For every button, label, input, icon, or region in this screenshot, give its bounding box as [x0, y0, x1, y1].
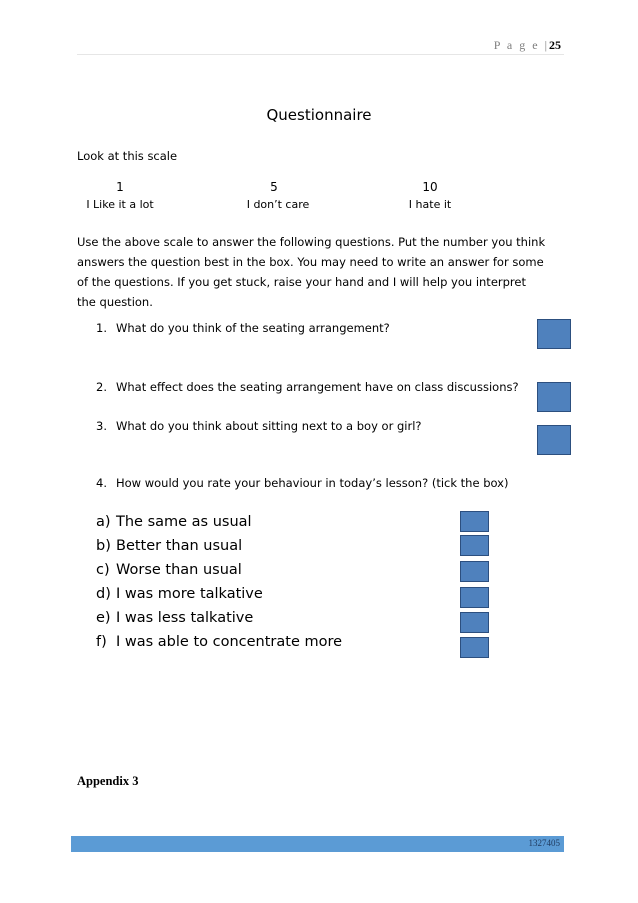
question-number: 2. [96, 380, 107, 394]
question-text: What do you think about sitting next to a boy or girl? [116, 419, 422, 433]
scale-label-like: I Like it a lot [86, 198, 154, 211]
option-f [96, 634, 342, 650]
answer-box-2[interactable] [537, 382, 571, 412]
tick-box-d[interactable] [460, 587, 489, 608]
option-b [96, 538, 242, 554]
option-e [96, 610, 253, 626]
footer-bar [71, 836, 564, 852]
footer-student-id: 1327405 [528, 838, 560, 848]
instructions-line: the question. [77, 295, 153, 309]
tick-box-e[interactable] [460, 612, 489, 633]
option-letter: c) [96, 562, 110, 578]
option-letter: d) [96, 586, 111, 602]
scale-number-5: 5 [270, 180, 278, 194]
question-text: What do you think of the seating arrangement? [116, 321, 390, 335]
question-1 [96, 321, 390, 335]
option-letter: e) [96, 610, 111, 626]
scale-number-1: 1 [116, 180, 124, 194]
scale-intro: Look at this scale [77, 149, 178, 163]
question-3 [96, 419, 422, 433]
option-text: The same as usual [116, 514, 252, 530]
tick-box-b[interactable] [460, 535, 489, 556]
instructions-line: Use the above scale to answer the following questions. Put the number you think [77, 235, 546, 249]
answer-box-3[interactable] [537, 425, 571, 455]
question-text: What effect does the seating arrangement have on class discussions? [116, 380, 519, 394]
scale-number-10: 10 [422, 180, 438, 194]
question-number: 1. [96, 321, 107, 335]
tick-box-f[interactable] [460, 637, 489, 658]
appendix-heading: Appendix 3 [77, 774, 139, 788]
page-number: 25 [549, 38, 561, 52]
page-separator: | [544, 38, 549, 52]
question-text: How would you rate your behaviour in today’s lesson? (tick the box) [116, 476, 509, 490]
page-number-label [494, 38, 561, 53]
option-letter: a) [96, 514, 111, 530]
instructions-line: answers the question best in the box. You may need to write an answer for some [77, 255, 544, 269]
option-c [96, 562, 242, 578]
page-header [0, 0, 638, 60]
option-text: Better than usual [116, 538, 243, 554]
document-title: Questionnaire [266, 106, 372, 124]
instructions-line: of the questions. If you get stuck, raise your hand and I will help you interpret [77, 275, 526, 289]
question-2 [96, 380, 519, 394]
scale-label-dont-care: I don’t care [246, 198, 310, 211]
option-letter: f) [96, 634, 107, 650]
question-number: 3. [96, 419, 107, 433]
option-text: Worse than usual [116, 562, 242, 578]
option-text: I was able to concentrate more [116, 634, 343, 650]
option-a [96, 514, 252, 530]
scale-label-hate: I hate it [408, 198, 452, 211]
header-divider [77, 54, 564, 55]
option-text: I was less talkative [116, 610, 254, 626]
tick-box-a[interactable] [460, 511, 489, 532]
question-number: 4. [96, 476, 107, 490]
option-text: I was more talkative [116, 586, 263, 602]
tick-box-c[interactable] [460, 561, 489, 582]
option-d [96, 586, 263, 602]
page-word: P a g e [493, 38, 540, 52]
instructions-paragraph [77, 232, 567, 312]
question-4 [96, 476, 508, 490]
answer-box-1[interactable] [537, 319, 571, 349]
option-letter: b) [96, 538, 111, 554]
